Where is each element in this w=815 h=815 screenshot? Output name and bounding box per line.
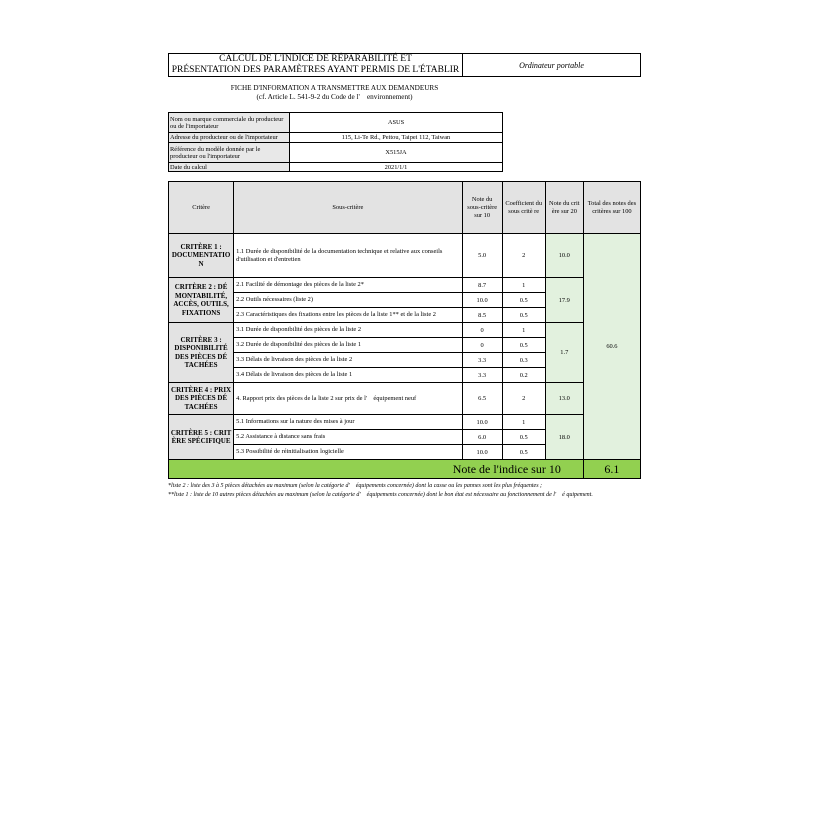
col-header-sous-critere: Sous-critère (234, 182, 462, 234)
criterion-name: CRITÈRE 2 : DÉ MONTABILITÉ, ACCÈS, OUTILS, FIXATIONS (169, 278, 234, 323)
info-table (168, 112, 503, 172)
sub-criterion-label: 1.1 Durée de disponibilité de la documentation technique et relative aux conseils d'utilisation et d'entretien (234, 234, 462, 278)
subtitle (168, 84, 501, 102)
subtitle-line-1: FICHE D'INFORMATION A TRANSMETTRE AUX DEMANDEURS (230, 84, 439, 92)
sub-criterion-label: 5.3 Possibilité de réinitialisation logicielle (234, 445, 462, 460)
sub-criterion-coef: 1 (502, 415, 545, 430)
sub-criterion-label: 2.3 Caractéristiques des fixations entre les pièces de la liste 1** et de la liste 2 (234, 308, 462, 323)
footnotes (168, 482, 643, 499)
table-row (169, 415, 641, 430)
product-type: Ordinateur portable (463, 54, 641, 77)
sub-criterion-coef: 1 (502, 323, 545, 338)
criterion-score: 17.9 (545, 278, 583, 323)
sub-criterion-note: 3.3 (462, 368, 502, 383)
criterion-score: 1.7 (545, 323, 583, 383)
sub-criterion-label: 3.3 Délais de livraison des pièces de la liste 2 (234, 353, 462, 368)
score-table (168, 181, 641, 479)
col-header-coef: Coefficient du sous critè re (502, 182, 545, 234)
sub-criterion-note: 3.3 (462, 353, 502, 368)
sub-criterion-coef: 2 (502, 234, 545, 278)
title-line-1: CALCUL DE L'INDICE DE RÉPARABILITÉ ET (219, 54, 412, 64)
col-header-total: Total des notes des critères sur 100 (583, 182, 640, 234)
col-header-note-sous: Note du sous-critère sur 10 (462, 182, 502, 234)
sub-criterion-coef: 0.5 (502, 445, 545, 460)
sub-criterion-note: 10.0 (462, 293, 502, 308)
table-row (169, 323, 641, 338)
info-value: X515JA (290, 143, 503, 163)
footnote-2: **liste 1 : liste de 10 autres pièces détachées au maximum (selon la catégorie d' équipements concernée) dont le bon état est nécessaire au fonctionnement de l' é quipement. (168, 491, 593, 498)
sub-criterion-coef: 0.2 (502, 368, 545, 383)
info-label: Adresse du producteur ou de l'importateur (169, 133, 290, 143)
info-value: 115, Li-Te Rd., Peitou, Taipei 112, Taiwan (290, 133, 503, 143)
sub-criterion-note: 8.5 (462, 308, 502, 323)
criterion-score: 18.0 (545, 415, 583, 460)
subtitle-line-2: (cf. Article L. 541-9-2 du Code de l' environnement) (256, 93, 413, 101)
sub-criterion-note: 10.0 (462, 415, 502, 430)
info-label: Date du calcul (169, 163, 290, 172)
sub-criterion-coef: 1 (502, 278, 545, 293)
col-header-note-crit: Note du crit ère sur 20 (545, 182, 583, 234)
header-row (169, 182, 641, 234)
sub-criterion-label: 5.1 Informations sur la nature des mises à jour (234, 415, 462, 430)
title-line-2: PRÉSENTATION DES PARAMÈTRES AYANT PERMIS DE L'ÉTABLIR (171, 65, 460, 75)
total-score: 60.6 (583, 234, 640, 460)
sub-criterion-label: 4. Rapport prix des pièces de la liste 2 sur prix de l' équipement neuf (234, 383, 462, 415)
info-row (169, 163, 503, 172)
table-row (169, 234, 641, 278)
sub-criterion-coef: 0.5 (502, 293, 545, 308)
index-value: 6.1 (583, 460, 640, 479)
criterion-name: CRITÈRE 3 : DISPONIBILITÉ DES PIÈCES DÉ TACHÉES (169, 323, 234, 383)
sub-criterion-label: 5.2 Assistance à distance sans frais (234, 430, 462, 445)
table-row (169, 383, 641, 415)
sub-criterion-note: 8.7 (462, 278, 502, 293)
criterion-name: CRITÈRE 4 : PRIX DES PIÈCES DÉ TACHÉES (169, 383, 234, 415)
info-value: 2021/1/1 (290, 163, 503, 172)
sub-criterion-coef: 0.5 (502, 308, 545, 323)
index-label: Note de l'indice sur 10 (169, 460, 584, 479)
sub-criterion-note: 6.0 (462, 430, 502, 445)
sub-criterion-coef: 0.5 (502, 338, 545, 353)
col-header-critere: Critère (169, 182, 234, 234)
sub-criterion-coef: 2 (502, 383, 545, 415)
sub-criterion-coef: 0.3 (502, 353, 545, 368)
info-row (169, 133, 503, 143)
sub-criterion-label: 3.4 Délais de livraison des pièces de la liste 1 (234, 368, 462, 383)
criterion-name: CRITÈRE 5 : CRIT ÈRE SPÉCIFIQUE (169, 415, 234, 460)
info-label: Référence du modèle donnée par le producteur ou l'importateur (169, 143, 290, 163)
sub-criterion-label: 3.2 Durée de disponibilité des pièces de la liste 1 (234, 338, 462, 353)
table-row (169, 278, 641, 293)
sub-criterion-note: 10.0 (462, 445, 502, 460)
page-title (169, 54, 463, 77)
sub-criterion-label: 2.1 Facilité de démontage des pièces de la liste 2* (234, 278, 462, 293)
info-row (169, 143, 503, 163)
criterion-score: 13.0 (545, 383, 583, 415)
sub-criterion-coef: 0.5 (502, 430, 545, 445)
header-table (168, 53, 641, 77)
sub-criterion-note: 0 (462, 323, 502, 338)
sub-criterion-note: 5.0 (462, 234, 502, 278)
info-value: ASUS (290, 113, 503, 133)
sub-criterion-label: 2.2 Outils nécessaires (liste 2) (234, 293, 462, 308)
index-row (169, 460, 641, 479)
footnote-1: *liste 2 : liste des 3 à 5 pièces détachées au maximum (selon la catégorie d' équipements concernée) dont la casse ou les pannes sont les plus fréquentes ; (168, 483, 543, 489)
info-row (169, 113, 503, 133)
sub-criterion-note: 6.5 (462, 383, 502, 415)
sub-criterion-note: 0 (462, 338, 502, 353)
sub-criterion-label: 3.1 Durée de disponibilité des pièces de la liste 2 (234, 323, 462, 338)
info-label: Nom ou marque commerciale du producteur ou de l'importateur (169, 113, 290, 133)
criterion-score: 10.0 (545, 234, 583, 278)
criterion-name: CRITÈRE 1 : DOCUMENTATIO N (169, 234, 234, 278)
